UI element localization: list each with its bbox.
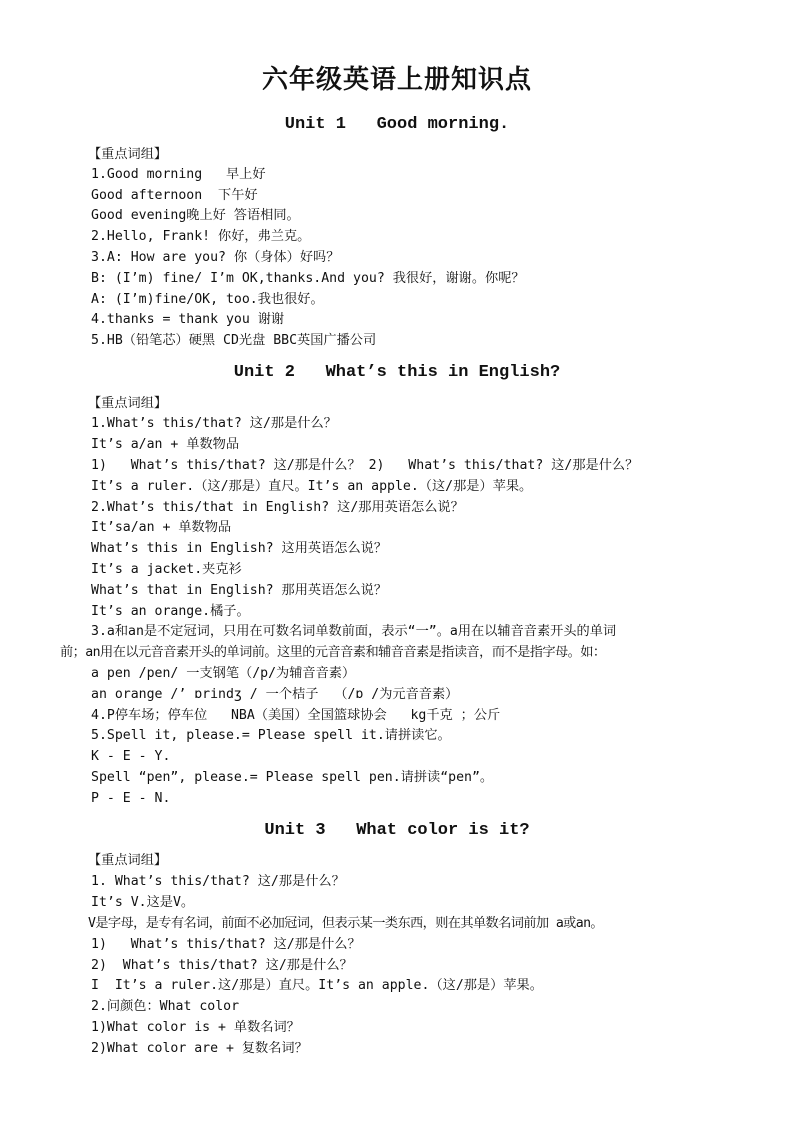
unit3-heading: Unit 3 What color is it? <box>264 821 530 840</box>
unit1-line: 4.thanks = thank you 谢谢 <box>91 312 285 327</box>
unit2-line: It’s an orange.橘子。 <box>91 604 250 619</box>
unit2-line: What’s that in English? 那用英语怎么说？ <box>91 583 388 598</box>
unit2-line: Spell “pen”, please.= Please spell pen.请拼读“pen”。 <box>91 770 494 785</box>
unit1-line: 5.HB（铅笔芯）硬黑 CD光盘 BBC英国广播公司 <box>91 333 377 348</box>
unit2-line: 前；an用在以元音音素开头的单词前。这里的元音音素和辅音音素是指读音，而不是指字母。如： <box>60 645 606 660</box>
unit2-line: a pen /pen/ 一支钢笔（/p/为辅音音素） <box>91 666 356 681</box>
unit1-section-label: 【重点词组】 <box>88 147 168 162</box>
unit3-line: 1)What color is + 单数名词？ <box>91 1020 300 1035</box>
unit1-line: A: (I’m)fine/OK, too.我也很好。 <box>91 292 324 307</box>
unit2-line: 5.Spell it, please.= Please spell it.请拼读它。 <box>91 728 451 743</box>
unit2-section-label: 【重点词组】 <box>88 396 168 411</box>
unit1-line: Good evening晚上好 答语相同。 <box>91 208 300 223</box>
unit3-line: 2)What color are + 复数名词？ <box>91 1041 308 1056</box>
page-title: 六年级英语上册知识点 <box>261 65 532 95</box>
unit3-line: 2.问颜色：What color <box>91 999 240 1014</box>
unit1-line: B: (I’m) fine/ I’m OK,thanks.And you? 我很好，谢谢。你呢？ <box>91 271 525 286</box>
unit2-line: 4.P停车场；停车位 NBA（美国）全国篮球协会 kg千克 ；公斤 <box>91 708 501 723</box>
unit2-line: What’s this in English? 这用英语怎么说？ <box>91 541 388 556</box>
unit1-line: 3.A: How are you? 你（身体）好吗？ <box>91 250 340 265</box>
unit2-line: It’s a ruler.（这/那是）直尺。It’s an apple.（这/那是）苹果。 <box>91 479 533 494</box>
unit2-line: It’s a jacket.夹克衫 <box>91 562 242 577</box>
unit2-line: 3.a和an是不定冠词，只用在可数名词单数前面，表示“一”。a用在以辅音音素开头的单词 <box>91 624 617 639</box>
unit3-line: I It’s a ruler.这/那是）直尺。It’s an apple.（这/那是）苹果。 <box>91 978 543 993</box>
unit3-line: 2) What’s this/that? 这/那是什么？ <box>91 958 353 973</box>
unit2-line: It’s a/an + 单数物品 <box>91 437 240 452</box>
unit3-section-label: 【重点词组】 <box>88 853 168 868</box>
unit2-line: P - E - N. <box>91 791 171 806</box>
unit2-line: 1.What’s this/that? 这/那是什么？ <box>91 416 337 431</box>
unit2-line: an orange /’ ɒrindʒ / 一个桔子 （/ɒ /为元音音素） <box>91 687 459 702</box>
unit1-line: 2.Hello, Frank! 你好，弗兰克。 <box>91 229 311 244</box>
unit3-line: 1) What’s this/that? 这/那是什么？ <box>91 937 361 952</box>
unit2-line: 2.What’s this/that in English? 这/那用英语怎么说？ <box>91 500 464 515</box>
unit3-line: V是字母，是专有名词，前面不必加冠词，但表示某一类东西，则在其单数名词前加 a或an。 <box>88 916 604 931</box>
unit1-line: Good afternoon 下午好 <box>91 188 258 203</box>
unit3-line: 1. What’s this/that? 这/那是什么？ <box>91 874 345 889</box>
unit1-line: 1.Good morning 早上好 <box>91 167 266 182</box>
unit2-line: K - E - Y. <box>91 749 171 764</box>
unit1-heading: Unit 1 Good morning. <box>284 115 510 134</box>
unit2-line: It’sa/an + 单数物品 <box>91 520 232 535</box>
unit2-line: 1) What’s this/that? 这/那是什么？ 2) What’s this/that? 这/那是什么？ <box>91 458 639 473</box>
unit2-heading: Unit 2 What’s this in English? <box>233 363 561 382</box>
unit3-line: It’s V.这是V。 <box>91 895 195 910</box>
